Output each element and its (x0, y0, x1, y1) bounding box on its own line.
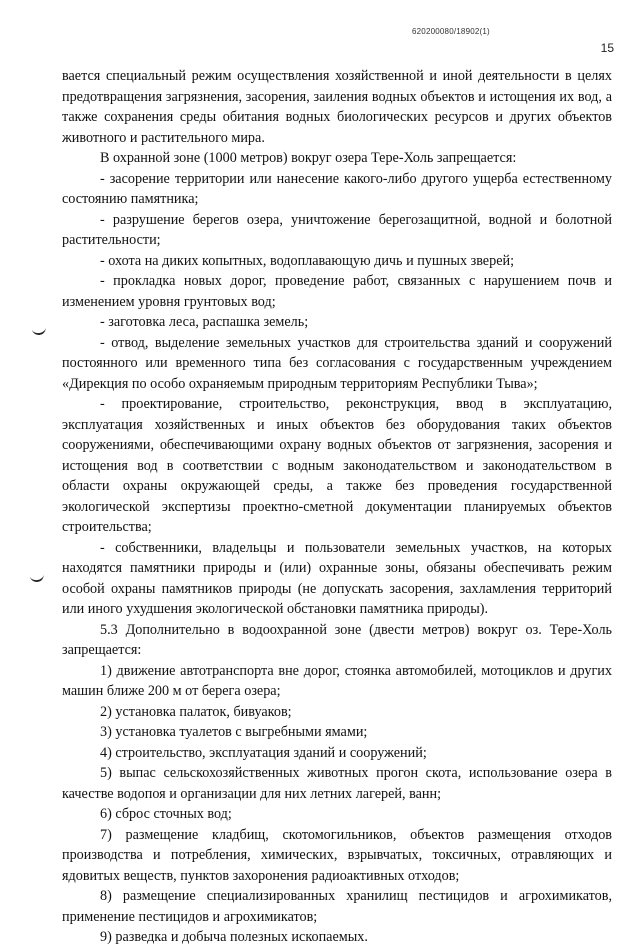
numbered-item: 7) размещение кладбищ, скотомогильников, объектов размещения отходов производства и потребления, химических, взрывчатых, токсичных, отравляющих и ядовитых веществ, пунктов захоронения радиоактивных отходов; (62, 826, 612, 884)
list-item: - прокладка новых дорог, проведение работ, связанных с нарушением почв и изменением уровня грунтовых вод; (62, 273, 612, 310)
margin-pen-mark (31, 324, 46, 336)
numbered-item: 8) размещение специализированных хранилищ пестицидов и агрохимикатов, применение пестицидов и агрохимикатов; (62, 888, 612, 925)
margin-pen-mark (29, 571, 44, 583)
numbered-item: 9) разведка и добыча полезных ископаемых. (100, 929, 368, 945)
section-5-3-intro: 5.3 Дополнительно в водоохранной зоне (двести метров) вокруг оз. Тере-Холь запрещается: (62, 621, 612, 658)
list-item: - заготовка леса, распашка земель; (100, 314, 309, 330)
document-id: 620200080/18902(1) (412, 27, 490, 36)
numbered-item: 2) установка палаток, бивуаков; (100, 703, 292, 720)
numbered-item: 4) строительство, эксплуатация зданий и сооружений; (100, 744, 427, 761)
list-item: - проектирование, строительство, реконструкция, ввод в эксплуатацию, эксплуатация хозяйственных и иных объектов без оборудования таких объектов сооружениями, обеспечивающими охрану водных объектов от загрязнения, засорения и истощения вод в соответствии с водным законодательством и законодательством в области охраны окружающей среды, а также без проведения государственной экологической экспертизы проектно-сметной документации планируемых объектов строительства; (62, 396, 612, 535)
list-item: - засорение территории или нанесение какого-либо другого ущерба естественному состоянию памятника; (62, 170, 612, 207)
numbered-item: 1) движение автотранспорта вне дорог, стоянка автомобилей, мотоциклов и других машин ближе 200 м от берега озера; (62, 662, 612, 699)
list-item: - охота на диких копытных, водоплавающую дичь и пушных зверей; (100, 252, 515, 269)
list-item: - разрушение берегов озера, уничтожение берегозащитной, водной и болотной растительности; (62, 211, 612, 248)
numbered-item: 6) сброс сточных вод; (100, 806, 232, 822)
list-item: - собственники, владельцы и пользователи земельных участков, на которых находятся памятники природы и (или) охранные зоны, обязаны обеспечивать режим особой охраны памятников природы (не допускать засорения, захламления территорий или иного ухудшения экологической обстановки памятника природы). (62, 539, 612, 617)
paragraph-continuation: вается специальный режим осуществления хозяйственной и иной деятельности в целях предотвращения загрязнения, засорения, заиления водных объектов и истощения их вод, а также сохранения среды обитания водных биологических ресурсов и других объектов животного и растительного мира. (62, 68, 612, 146)
list-item: - отвод, выделение земельных участков для строительства зданий и сооружений постоянного или временного типа без согласования с государственным учреждением «Дирекция по особо охраняемым природным территориям Республики Тыва»; (62, 334, 612, 392)
numbered-item: 5) выпас сельскохозяйственных животных прогон скота, использование озера в качестве водопоя и организации для них летних лагерей, ванн; (62, 765, 612, 802)
document-body (62, 66, 612, 948)
numbered-item: 3) установка туалетов с выгребными ямами; (100, 724, 368, 740)
protected-zone-intro: В охранной зоне (1000 метров) вокруг озера Тере-Холь запрещается: (100, 150, 517, 166)
page-number: 15 (600, 41, 614, 55)
